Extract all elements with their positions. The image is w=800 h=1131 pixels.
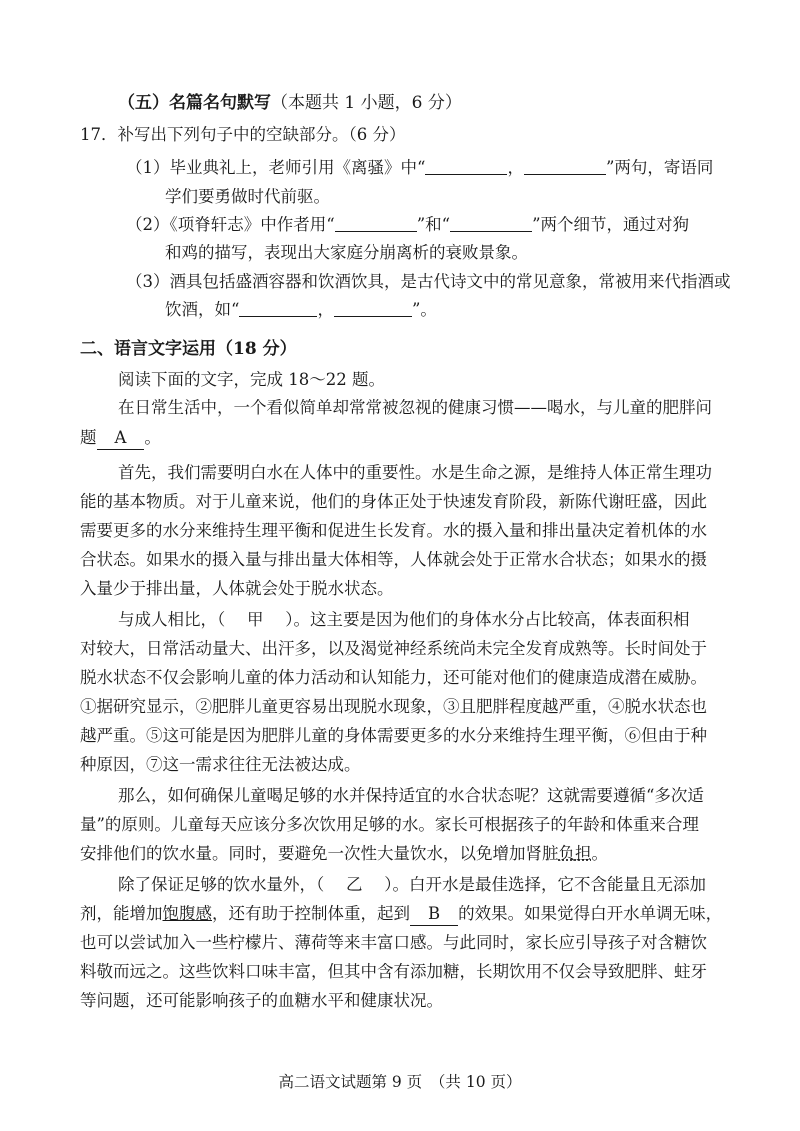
para-2-line-3: 需要更多的水分来维持生理平衡和促进生长发育。水的摄入量和排出量决定着机体的水	[80, 521, 707, 540]
para-5-line-1: 除了保证足够的饮水量外，（ 乙 ）。白开水是最佳选择，它不含能量且无添加	[118, 875, 706, 894]
question-17-stem: 17．补写出下列句子中的空缺部分。（6 分）	[80, 125, 406, 144]
para-4-line-1: 那么，如何确保儿童喝足够的水并保持适宜的水合状态呢？这就需要遵循“多次适	[118, 786, 704, 805]
para-2-line-4: 合状态。如果水的摄入量与排出量大体相等，人体就会处于正常水合状态；如果水的摄	[80, 550, 707, 569]
para-5-line-4: 料敬而远之。这些饮料口味丰富，但其中含有添加糖，长期饮用不仅会导致肥胖、蛀牙	[80, 962, 707, 981]
para-5-line-3: 也可以尝试加入一些柠檬片、薄荷等来丰富口感。与此同时，家长应引导孩子对含糖饮	[80, 933, 707, 952]
para-3-line-4: ①据研究显示，②肥胖儿童更容易出现脱水现象，③且肥胖程度越严重，④脱水状态也	[80, 697, 707, 716]
answer-blank[interactable]	[239, 300, 317, 317]
para-4-line-3: 安排他们的饮水量。同时，要避免一次性大量饮水，以免增加肾脏负担。	[80, 844, 608, 863]
para-2-line-1: 首先，我们需要明白水在人体中的重要性。水是生命之源，是维持人体正常生理功	[118, 463, 712, 482]
para-1-line-2: 题 A 。	[80, 427, 161, 450]
blank-a: A	[97, 427, 145, 450]
section-five-title: （五）名篇名句默写	[118, 93, 271, 113]
answer-blank[interactable]	[450, 215, 532, 232]
para-3-line-5: 越严重。⑤这可能是因为肥胖儿童的身体需要更多的水分来维持生理平衡，⑥但由于种	[80, 726, 707, 745]
question-17-item-1-line-2: 学们要勇做时代前驱。	[165, 187, 330, 206]
emphasized-word: 负担	[558, 844, 592, 863]
part-two-heading: 二、语言文字运用（18 分）	[80, 339, 297, 359]
answer-blank[interactable]	[335, 215, 417, 232]
answer-blank[interactable]	[334, 300, 412, 317]
para-3-line-1: 与成人相比，（ 甲 ）。这主要是因为他们的身体水分占比较高，体表面积相	[118, 610, 690, 629]
para-3-line-2: 对较大，日常活动量大、出汗多，以及渴觉神经系统尚未完全发育成熟等。长时间处于	[80, 639, 707, 658]
para-3-line-3: 脱水状态不仅会影响儿童的体力活动和认知能力，还可能对他们的健康造成潜在威胁。	[80, 668, 707, 687]
section-five-note: （本题共 1 小题，6 分）	[271, 93, 462, 113]
page-footer: 高二语文试题第 9 页 （共 10 页）	[278, 1073, 522, 1091]
answer-blank[interactable]	[524, 158, 606, 175]
para-5-line-5: 等问题，还可能影响孩子的血糖水平和健康状况。	[80, 991, 443, 1010]
part-two-intro: 阅读下面的文字，完成 18～22 题。	[118, 370, 385, 389]
para-3-line-6: 种原因，⑦这一需求往往无法被达成。	[80, 755, 361, 774]
blank-b: B	[410, 903, 458, 926]
question-17-item-3-line-2: 饮酒，如“ ， ”。	[165, 300, 437, 319]
para-4-line-2: 量”的原则。儿童每天应该分多次饮用足够的水。家长可根据孩子的年龄和体重来合理	[80, 815, 699, 834]
para-5-line-2: 剂，能增加饱腹感，还有助于控制体重，起到 B 的效果。如果觉得白开水单调无味，	[80, 903, 722, 926]
underlined-word: 饱腹感	[162, 904, 212, 923]
para-2-line-2: 能的基本物质。对于儿童来说，他们的身体正处于快速发育阶段，新陈代谢旺盛，因此	[80, 492, 707, 511]
para-2-line-5: 入量少于排出量，人体就会处于脱水状态。	[80, 579, 394, 598]
question-17-item-3-line-1: （3）酒具包括盛酒容器和饮酒饮具，是古代诗文中的常见意象，常被用来代指酒或	[126, 272, 731, 291]
question-17-item-2-line-1: （2）《项脊轩志》中作者用“ ”和“ ”两个细节，通过对狗	[126, 215, 689, 234]
section-five-heading	[118, 92, 462, 114]
question-17-item-1-line-1: （1）毕业典礼上，老师引用《离骚》中“ ， ”两句，寄语同	[126, 158, 714, 177]
answer-blank[interactable]	[425, 158, 507, 175]
para-1-line-1: 在日常生活中，一个看似简单却常常被忽视的健康习惯——喝水，与儿童的肥胖问	[118, 398, 712, 417]
question-17-item-2-line-2: 和鸡的描写，表现出大家庭分崩离析的衰败景象。	[165, 243, 528, 262]
